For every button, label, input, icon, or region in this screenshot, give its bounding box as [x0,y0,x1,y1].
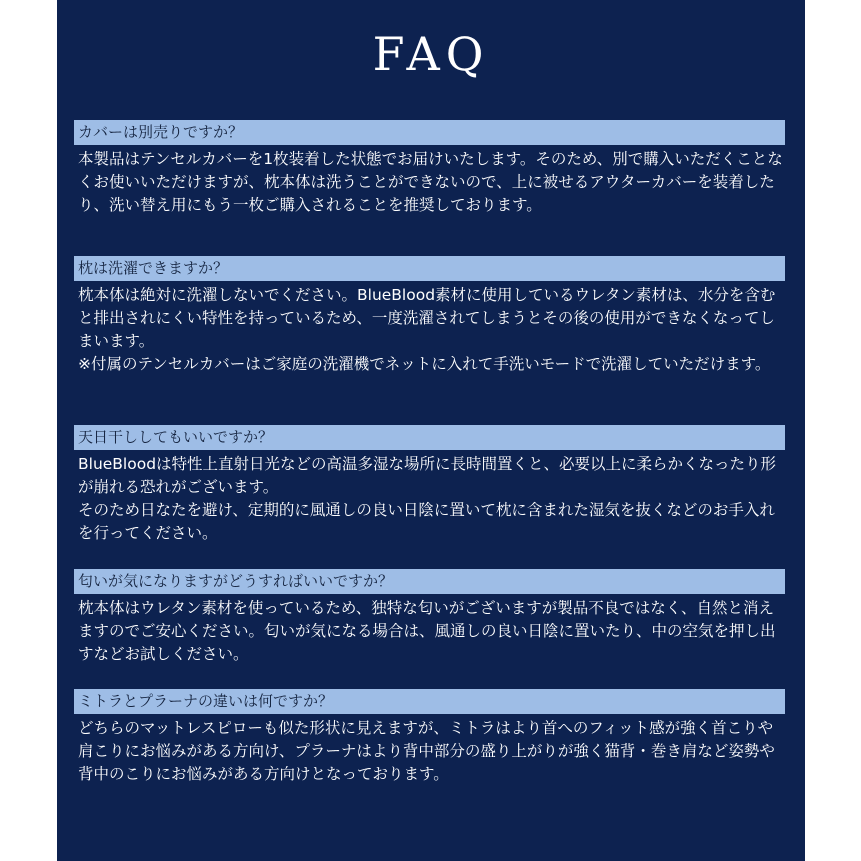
faq-answer [74,717,785,786]
faq-question: カバーは別売りですか？ [74,120,785,145]
faq-answer-paragraph: 枕本体は絶対に洗濯しないでください。BlueBlood素材に使用しているウレタン素材は、水分を含むと排出されにくい特性を持っているため、一度洗濯されてしまうとその後の使用ができなくなってしまいます。 [78,286,776,350]
faq-answer [74,148,785,217]
faq-answer-paragraph: どちらのマットレスピローも似た形状に見えますが、ミトラはより首へのフィット感が強く首こりや肩こりにお悩みがある方向け、プラーナはより背中部分の盛り上がりが強く猫背・巻き肩など姿勢や背中のこりにお悩みがある方向けとなっております。 [78,719,775,783]
faq-question: 枕は洗濯できますか？ [74,256,785,281]
faq-question: 匂いが気になりますがどうすればいいですか？ [74,569,785,594]
faq-answer-paragraph: BlueBloodは特性上直射日光などの高温多湿な場所に長時間置くと、必要以上に柔らかくなったり形が崩れる恐れがございます。 [78,455,777,496]
faq-title: FAQ [372,27,490,81]
faq-question: ミトラとプラーナの違いは何ですか？ [74,689,785,714]
faq-answer-paragraph: そのため日なたを避け、定期的に風通しの良い日陰に置いて枕に含まれた湿気を抜くなどのお手入れを行ってください。 [78,501,775,542]
faq-answer [74,453,785,545]
faq-item-mitra-vs-prana [74,689,785,786]
faq-answer [74,284,785,376]
faq-panel [57,0,805,861]
faq-item-smell [74,569,785,666]
faq-question: 天日干ししてもいいですか？ [74,425,785,450]
faq-answer-note: ※付属のテンセルカバーはご家庭の洗濯機でネットに入れて手洗いモードで洗濯していただけます。 [78,355,771,373]
faq-item-cover [74,120,785,217]
faq-answer-paragraph: 本製品はテンセルカバーを1枚装着した状態でお届けいたします。そのため、別で購入いただくことなくお使いいただけますが、枕本体は洗うことができないので、上に被せるアウターカバーを装着したり、洗い替え用にもう一枚ご購入されることを推奨しております。 [78,150,783,214]
faq-answer [74,597,785,666]
faq-item-sun-drying [74,425,785,545]
faq-answer-paragraph: 枕本体はウレタン素材を使っているため、独特な匂いがございますが製品不良ではなく、自然と消えますのでご安心ください。匂いが気になる場合は、風通しの良い日陰に置いたり、中の空気を押し出すなどお試しください。 [78,599,776,663]
faq-item-washing [74,256,785,376]
